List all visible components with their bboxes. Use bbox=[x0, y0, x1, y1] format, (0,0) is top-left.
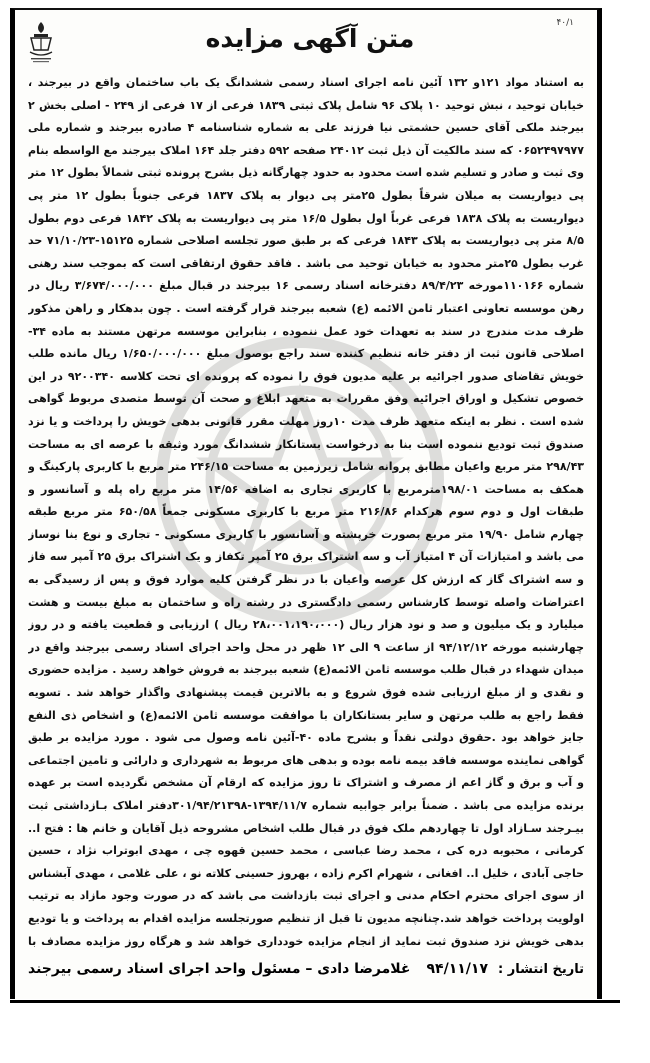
notice-header bbox=[20, 18, 580, 66]
publish-date-value: ۹۴/۱۱/۱۷ bbox=[426, 961, 488, 977]
judiciary-emblem-icon bbox=[26, 20, 56, 64]
bottom-divider bbox=[10, 1000, 620, 1003]
page-number: ۴۰/۱ bbox=[556, 18, 574, 28]
publish-date-label: تاریخ انتشار : bbox=[498, 962, 584, 977]
notice-body: به استناد مواد ۱۲۱و ۱۳۲ آئین نامه اجرای اسناد رسمی ششدانگ یک باب ساختمان واقع در بیرجند ، خیابان توحید ، نبش توحید ۱۰ پلاک ۹۶ شامل پلاک ثبتی ۱۸۳۹ فرعی از ۱۷ فرعی از ۲۴۹ - اصلی بخش ۲ بیرجند ملکی آقای حسین حشمتی نیا فرزند علی به شماره شناسنامه ۴ صادره بیرجند و شماره ملی ۰۶۵۲۴۹۷۹۷۷ که سند مالکیت آن ذیل ثبت ۲۴۰۱۲ صفحه ۵۹۲ دفتر جلد ۱۶۴ املاک بیرجند مع الواسطه بنام وی ثبت و صادر و تسلیم شده است محدود به حدود چهارگانه ذیل بشرح پرونده ثبتی شمالاً بطول ۱۲ متر پی دیواریست به میلان شرقاً بطول ۲۵متر پی دیوار به پلاک ۱۸۳۷ فرعی جنوباً بطول ۱۲ متر پی دیواریست به پلاک ۱۸۳۸ فرعی غرباً اول بطول ۱۶/۵ متر پی دیواریست به پلاک ۱۸۴۲ فرعی دوم بطول ۸/۵ متر پی دیواریست به پلاک ۱۸۴۳ فرعی که بر طبق صور تجلسه اصلاحی شماره ۱۵۱۲۵-۷۱/۱۰/۲۳ حد غرب بطول ۲۵متر محدود به خیابان توحید می باشد . فاقد حقوق ارتفاقی است که بموجب سند رهنی شماره ۱۱۰۱۶۶مورخه ۸۹/۴/۲۳ دفترخانه اسناد رسمی ۱۶ بیرجند در قبال مبلغ ۳/۶۷۴/۰۰۰/۰۰۰ ریال در رهن موسسه تعاونی اعتبار ثامن الائمه (ع) شعبه بیرجند قرار گرفته است . چون بدهکار و راهن مذکور ظرف مدت مندرج در سند به تعهدات خود عمل ننموده ، بنابراین موسسه مرتهن مستند به ماده ۳۴- اصلاحی قانون ثبت از دفتر خانه تنظیم کننده سند راجع بوصول مبلغ ۱/۶۵۰/۰۰۰/۰۰۰ ریال مانده طلب خویش تقاضای صدور اجرائیه بر علیه مدیون فوق را نموده که پرونده ای تحت کلاسه ۹۲۰۰۳۴۰ در این خصوص تشکیل و اوراق اجرائیه وفق مقررات به متعهد ابلاغ و صحت آن توسط متصدی مربوط گواهی شده است . نظر به اینکه متعهد ظرف مدت ۱۰روز مهلت مقرر قانونی بدهی خویش را پرداخت و یا نزد صندوق ثبت تودیع ننموده است بنا به درخواست بستانکار ششدانگ مورد وثیقه با عرصه ای به مساحت ۲۹۸/۴۳ متر مربع واعیان مطابق پروانه شامل زیرزمین به مساحت ۲۴۶/۱۵ متر مربع با کاربری پارکینگ و همکف به مساحت ۱۹۸/۰۱مترمربع با کاربری تجاری به اضافه ۱۴/۵۶ متر مربع راه پله و آسانسور و طبقات اول و دوم سوم هرکدام ۲۱۶/۸۶ متر مربع با کاربری مسکونی جمعاً ۶۵۰/۵۸ متر مربع طبقه چهارم شامل ۱۹/۹۰ متر مربع بصورت خرپشته و آسانسور با کاربری مسکونی - تجاری و نوع بنا نوساز می باشد و امتیازات آن ۴ امتیاز آب و سه اشتراک برق ۲۵ آمپر تکفاز و یک اشتراک برق ۲۵ آمپر سه فاز و سه اشتراک گاز که ارزش کل عرصه واعیان با در نظر گرفتن کلیه موارد فوق و پس از رسیدگی به اعتراضات واصله توسط کارشناس رسمی دادگستری در رشته راه و ساختمان به مبلغ بیست و هشت میلیارد و یک میلیون و صد و نود هزار ریال (۲۸،۰۰۱،۱۹۰،۰۰۰ ریال ) ارزیابی و قطعیت یافته و در روز چهارشنبه مورخه ۹۴/۱۲/۱۲ از ساعت ۹ الی ۱۲ ظهر در محل واحد اجرای اسناد رسمی بیرجند واقع در میدان شهداء در قبال طلب موسسه ثامن الائمه(ع) شعبه بیرجند به فروش خواهد رسید . مزایده حضوری و نقدی و از مبلغ ارزیابی شده فوق شروع و به بالاترین قیمت پیشنهادی واگذار خواهد شد . تسویه فقط راجع به طلب مرتهن و سایر بستانکاران با موافقت موسسه ثامن الائمه(ع) و اشخاص ذی النفع جایز خواهد بود .حقوق دولتی نقداً و بشرح ماده ۴۰-آئین نامه وصول می شود . مورد مزایده بر طبق گواهی نماینده موسسه فاقد بیمه نامه بوده و بدهی های مربوط به شهرداری و دارائی و تامین اجتماعی و آب و برق و گاز اعم از مصرف و اشتراک تا روز مزایده که ارقام آن مشخص نگردیده است بر عهده برنده مزایده می باشد . ضمناً برابر جوابیه شماره ۱۳۹۴/۱۱/۷-۳۰۱/۹۴/۲۱۳۹۸دفتر املاک بـازداشتی ثبت بیـرجند سـازاد اول تا چهاردهم ملک فوق در قبال طلب اشخاص مشروحه ذیل آقایان و خانم ها : فتح ا.. کرمانی ، محبوبه دره کی ، محمد رضا عباسی ، محمد حسین قهوه چی ، مهدی ابوتراب نژاد ، حسین حاجی آبادی ، خلیل ا.. افغانی ، شهرام اکرم زاده ، بهروز حسینی کلاته نو ، علی غلامی ، مهدی آبشناس از سوی اجرای محترم احکام مدنی و اجرای ثبت بازداشت می باشد که در صورت وجود مازاد به ترتیب اولویت پرداخت خواهد شد.چنانچه مدیون تا قبل از تنظیم صورتجلسه مزایده اقدام به پرداخت و یا تودیع بدهی خویش نزد صندوق ثبت نماید از انجام مزایده خودداری خواهد شد و هرگاه روز مزایده مصادف با bbox=[28, 76, 584, 948]
signer-name: غلامرضا دادی – مسئول واحد اجرای اسناد رسمی بیرجند bbox=[28, 961, 411, 977]
page-title: متن آگهی مزایده bbox=[205, 24, 415, 53]
notice-footer bbox=[28, 958, 584, 988]
